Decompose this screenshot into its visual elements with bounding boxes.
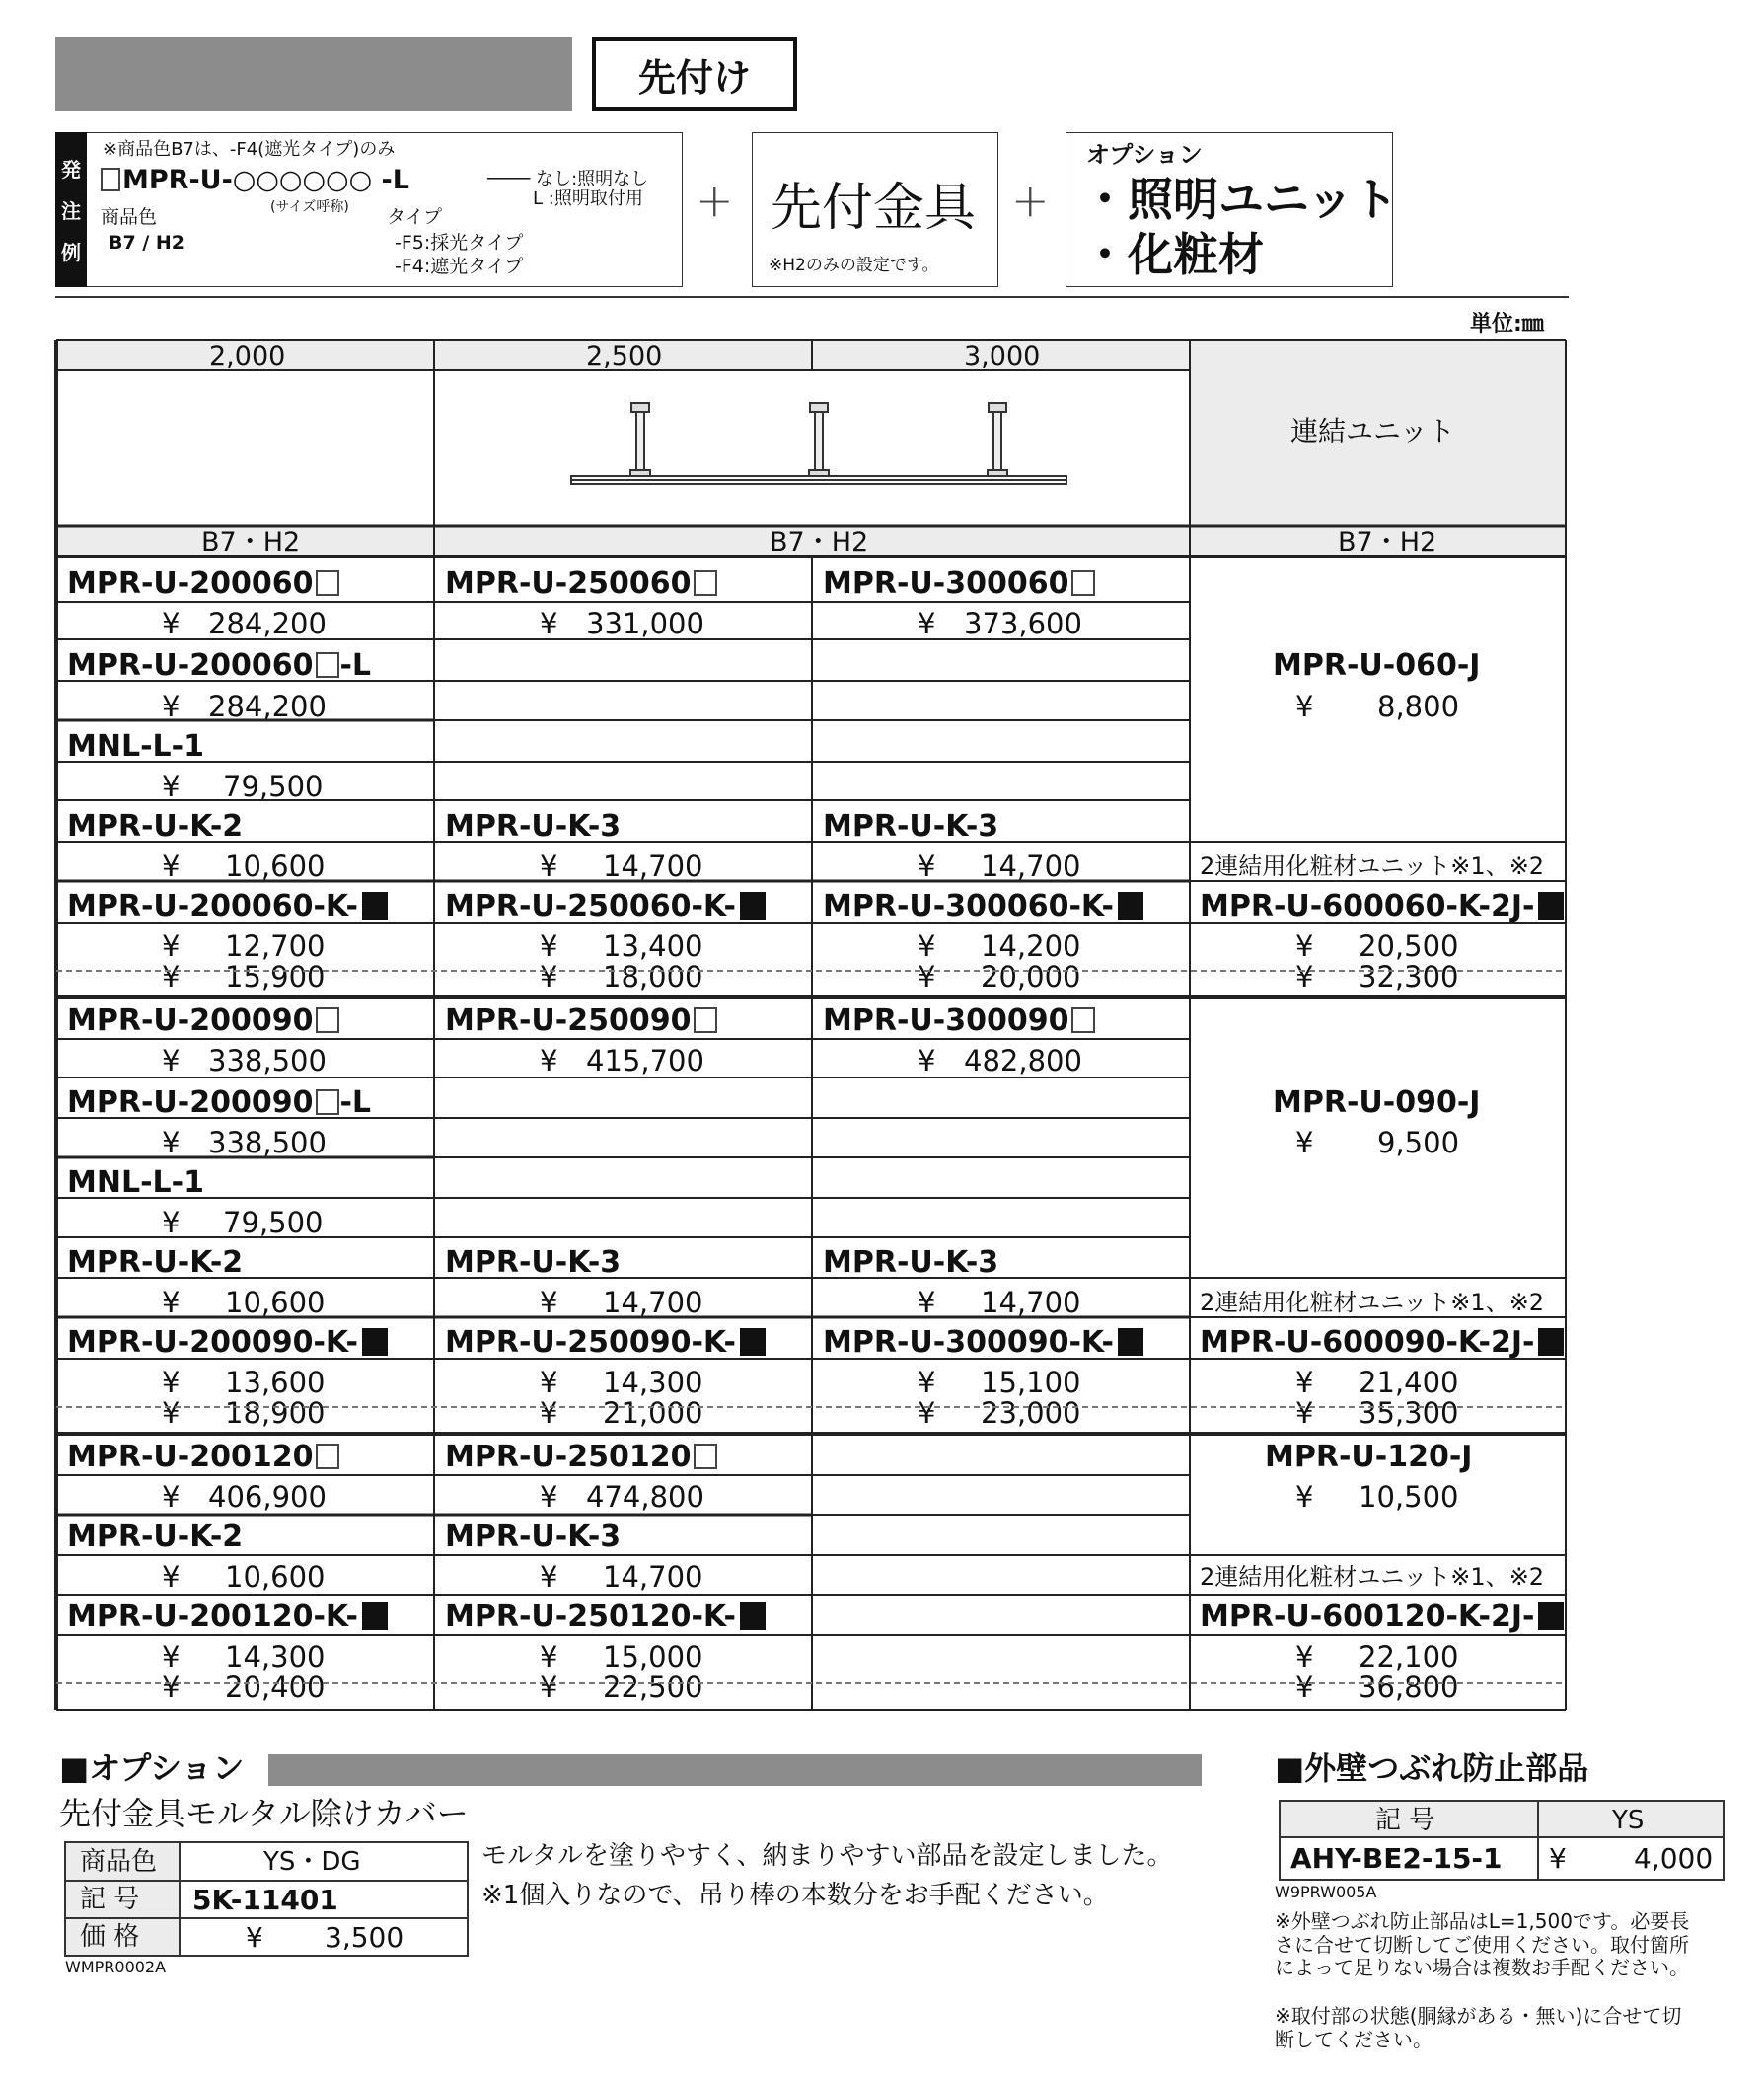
yen-sign: ¥: [162, 1044, 181, 1077]
order-type-label: タイプ: [387, 206, 443, 228]
price-value: 21,400: [1359, 1366, 1459, 1399]
price-value: 284,200: [208, 607, 327, 640]
order-side-char: 発: [61, 158, 81, 183]
product-code: MPR-U-K-2: [67, 809, 244, 844]
price-value: 14,300: [225, 1640, 326, 1673]
yen-sign: ¥: [1295, 1640, 1314, 1673]
wall-section-title: ■外壁つぶれ防止部品: [1275, 1749, 1589, 1787]
product-code: MNL-L-1: [67, 729, 204, 764]
order-side-char: 例: [61, 240, 81, 264]
yen-sign: ¥: [540, 1286, 558, 1319]
order-side-char: 注: [61, 198, 81, 223]
yen-sign: ¥: [918, 850, 936, 883]
code-text: MPR-U-200060: [67, 566, 314, 601]
price-value: 14,200: [981, 929, 1081, 963]
connect-finish-note: 2連結用化粧材ユニット※1、※2: [1200, 1563, 1545, 1591]
option-ref-code: WMPR0002A: [65, 1958, 167, 1976]
order-type-f4: -F4:遮光タイプ: [395, 256, 524, 277]
yen-sign: ¥: [540, 1044, 558, 1077]
order-color-label: 商品色: [101, 206, 158, 228]
price-value: 20,500: [1359, 929, 1459, 963]
price-value: 14,700: [603, 850, 703, 883]
price-value: 474,800: [586, 1480, 704, 1514]
yen-sign: ¥: [1295, 1126, 1314, 1159]
yen-sign: ¥: [162, 960, 181, 994]
price-value: 14,700: [603, 1560, 703, 1594]
option-color-value: YS・DG: [263, 1847, 361, 1877]
code-text: MPR-U-300090-K-: [823, 1325, 1114, 1360]
wall-table-header: [1281, 1802, 1723, 1838]
price-value: 22,500: [603, 1671, 703, 1704]
code-text: MPR-U-200090: [67, 1003, 314, 1038]
connect-code: MPR-U-060-J: [1273, 648, 1481, 683]
product-code: MPR-U-K-3: [823, 809, 999, 844]
code-text: MPR-U-250120-K-: [445, 1599, 736, 1634]
code-text: MPR-U-200060: [67, 648, 314, 683]
price-value: 15,000: [603, 1640, 703, 1673]
yen-sign: ¥: [162, 1286, 181, 1319]
price-value: 36,800: [1359, 1671, 1459, 1704]
price-value: 23,000: [981, 1396, 1081, 1430]
code-text: MPR-U-600090-K-2J-: [1200, 1325, 1535, 1360]
product-code: MPR-U-K-3: [445, 1520, 622, 1554]
order-type-f5: -F5:採光タイプ: [395, 232, 524, 254]
wall-spec-table: [1279, 1800, 1725, 1881]
price-value: 22,100: [1359, 1640, 1459, 1673]
yen-sign: ¥: [162, 690, 181, 723]
yen-sign: ¥: [1295, 1671, 1314, 1704]
yen-sign: ¥: [1549, 1842, 1567, 1875]
price-value: 13,600: [225, 1366, 326, 1399]
yen-sign: ¥: [162, 1640, 181, 1673]
lighting-none-text: なし:照明なし: [536, 169, 649, 189]
code-text: MPR-U-200090-K-: [67, 1325, 358, 1360]
price-value: 338,500: [208, 1044, 327, 1077]
wall-ref-code: W9PRW005A: [1275, 1883, 1377, 1901]
yen-sign: ¥: [162, 770, 181, 803]
plus-icon: +: [696, 174, 734, 227]
yen-sign: ¥: [918, 607, 936, 640]
price-value: 415,700: [586, 1044, 704, 1077]
code-text: MPR-U-600120-K-2J-: [1200, 1599, 1535, 1634]
order-lighting-l: L :照明取付用: [533, 188, 643, 209]
yen-sign: ¥: [918, 929, 936, 963]
col-header-2000: 2,000: [209, 341, 286, 372]
yen-sign: ¥: [162, 1480, 181, 1514]
price-value: 14,700: [603, 1286, 703, 1319]
connect-code: MPR-U-120-J: [1265, 1440, 1473, 1474]
order-lighting-none: ──── なし:照明なし: [487, 169, 649, 189]
yen-sign: ¥: [162, 1560, 181, 1594]
price-value: 10,600: [225, 850, 326, 883]
price-value: 79,500: [223, 770, 324, 803]
order-colors: B7 / H2: [109, 232, 184, 254]
yen-sign: ¥: [540, 929, 558, 963]
price-value: 482,800: [964, 1044, 1082, 1077]
product-code: MPR-U-K-3: [823, 1245, 999, 1280]
yen-sign: ¥: [1295, 1396, 1314, 1430]
yen-sign: ¥: [162, 1206, 181, 1239]
code-text: MPR-U-300090: [823, 1003, 1069, 1038]
unit-label: 単位:㎜: [1470, 312, 1544, 336]
price-value: 14,700: [981, 1286, 1081, 1319]
code-suffix: -L: [339, 1085, 372, 1120]
yen-sign: ¥: [162, 1671, 181, 1704]
yen-sign: ¥: [1295, 960, 1314, 994]
option-desc-2: ※1個入りなので、吊り棒の本数分をお手配ください。: [481, 1881, 1109, 1910]
order-code-text: MPR-U-○○○○○○ -L: [122, 165, 409, 195]
yen-sign: ¥: [540, 607, 558, 640]
option-title-bar: [268, 1754, 1202, 1786]
yen-sign: ¥: [1295, 1480, 1314, 1514]
col-header-3000: 3,000: [964, 341, 1041, 372]
price-value: 10,600: [225, 1286, 326, 1319]
yen-sign: ¥: [918, 1366, 936, 1399]
order-size-note: (サイズ呼称): [270, 199, 349, 215]
bracket-title: 先付金具: [771, 179, 977, 238]
wall-note-2: ※取付部の状態(胴縁がある・無い)に合せて切断してください。: [1275, 2004, 1682, 2051]
option-spec-table: [64, 1841, 469, 1957]
price-value: 9,500: [1377, 1126, 1460, 1159]
color-row-col3: B7・H2: [1338, 527, 1437, 557]
connect-finish-note: 2連結用化粧材ユニット※1、※2: [1200, 1289, 1545, 1316]
wall-note-1: ※外壁つぶれ防止部品はL=1,500です。必要長さに合せて切断してご使用ください。取付箇所によって足りない場合は複数お手配ください。: [1275, 1909, 1690, 1980]
wall-code-label: 記 号: [1375, 1806, 1435, 1835]
code-text: MPR-U-200120: [67, 1440, 314, 1474]
yen-sign: ¥: [162, 1366, 181, 1399]
bracket-note: ※H2のみの設定です。: [769, 256, 939, 275]
product-code: MPR-U-K-3: [445, 809, 622, 844]
option-code-value: 5K-11401: [192, 1884, 338, 1916]
connect-unit-header: 連結ユニット: [1290, 415, 1455, 448]
yen-sign: ¥: [540, 1640, 558, 1673]
yen-sign: ¥: [246, 1921, 263, 1954]
yen-sign: ¥: [1295, 929, 1314, 963]
option-lighting: ・照明ユニット: [1082, 173, 1399, 226]
connect-code: MPR-U-090-J: [1273, 1085, 1481, 1120]
code-text: MPR-U-300060-K-: [823, 889, 1114, 924]
option-desc-1: モルタルを塗りやすく、納まりやすい部品を設定しました。: [481, 1841, 1173, 1871]
price-value: 14,300: [603, 1366, 703, 1399]
column-divider: [1537, 1802, 1539, 1879]
row-divider: [66, 1917, 467, 1919]
order-note: ※商品色B7は、-F4(遮光タイプ)のみ: [103, 139, 396, 160]
connect-finish-note: 2連結用化粧材ユニット※1、※2: [1200, 853, 1545, 880]
price-value: 8,800: [1377, 690, 1460, 723]
price-value: 13,400: [603, 929, 703, 963]
option-price-value: 3,500: [325, 1921, 404, 1954]
option-product-name: 先付金具モルタル除けカバー: [59, 1795, 469, 1832]
yen-sign: ¥: [540, 1396, 558, 1430]
option-color-label: 商品色: [80, 1847, 158, 1877]
price-value: 338,500: [208, 1126, 327, 1159]
yen-sign: ¥: [540, 1480, 558, 1514]
price-value: 331,000: [586, 607, 704, 640]
code-suffix: -L: [339, 648, 372, 683]
code-text: MPR-U-200060-K-: [67, 889, 358, 924]
price-value: 15,900: [225, 960, 326, 994]
code-text: MPR-U-250060-K-: [445, 889, 736, 924]
yen-sign: ¥: [540, 1671, 558, 1704]
option-finish: ・化粧材: [1082, 228, 1264, 281]
code-text: MPR-U-250120: [445, 1440, 692, 1474]
price-value: 10,500: [1359, 1480, 1459, 1514]
color-row-col2: B7・H2: [770, 527, 869, 557]
yen-sign: ¥: [540, 1560, 558, 1594]
option-label: オプション: [1086, 141, 1203, 169]
code-text: MPR-U-250060: [445, 566, 692, 601]
price-value: 21,000: [603, 1396, 703, 1430]
plus-icon: +: [1011, 174, 1050, 227]
yen-sign: ¥: [540, 1366, 558, 1399]
price-value: 20,000: [981, 960, 1081, 994]
price-value: 406,900: [208, 1480, 327, 1514]
row-divider: [66, 1880, 467, 1882]
page-title: 先付け: [592, 37, 797, 111]
price-value: 20,400: [225, 1671, 326, 1704]
price-value: 14,700: [981, 850, 1081, 883]
price-value: 18,900: [225, 1396, 326, 1430]
wall-code: AHY-BE2-15-1: [1290, 1842, 1503, 1875]
price-value: 10,600: [225, 1560, 326, 1594]
yen-sign: ¥: [162, 929, 181, 963]
price-value: 35,300: [1359, 1396, 1459, 1430]
code-text: MPR-U-200120-K-: [67, 1599, 358, 1634]
yen-sign: ¥: [1295, 690, 1314, 723]
yen-sign: ¥: [540, 960, 558, 994]
product-code: MPR-U-K-2: [67, 1520, 244, 1554]
price-value: 12,700: [225, 929, 326, 963]
yen-sign: ¥: [162, 1396, 181, 1430]
code-text: MPR-U-600060-K-2J-: [1200, 889, 1535, 924]
wall-price: 4,000: [1634, 1842, 1714, 1875]
price-value: 79,500: [223, 1206, 324, 1239]
price-value: 15,100: [981, 1366, 1081, 1399]
code-text: MPR-U-300060: [823, 566, 1069, 601]
price-value: 18,000: [603, 960, 703, 994]
price-value: 284,200: [208, 690, 327, 723]
yen-sign: ¥: [162, 850, 181, 883]
color-row-col1: B7・H2: [201, 527, 301, 557]
option-price-label: 価 格: [80, 1922, 140, 1952]
col-header-2500: 2,500: [586, 341, 663, 372]
yen-sign: ¥: [1295, 1366, 1314, 1399]
price-value: 373,600: [964, 607, 1082, 640]
product-code: MPR-U-K-3: [445, 1245, 622, 1280]
yen-sign: ¥: [918, 1286, 936, 1319]
product-code: MNL-L-1: [67, 1165, 204, 1200]
yen-sign: ¥: [540, 850, 558, 883]
yen-sign: ¥: [918, 1396, 936, 1430]
yen-sign: ¥: [918, 1044, 936, 1077]
wall-color-label: YS: [1612, 1806, 1645, 1835]
yen-sign: ¥: [162, 607, 181, 640]
product-code: MPR-U-K-2: [67, 1245, 244, 1280]
option-section-title: ■オプション: [59, 1749, 245, 1787]
code-text: MPR-U-250090-K-: [445, 1325, 736, 1360]
option-code-label: 記 号: [80, 1885, 140, 1914]
price-value: 32,300: [1359, 960, 1459, 994]
code-text: MPR-U-250090: [445, 1003, 692, 1038]
code-text: MPR-U-200090: [67, 1085, 314, 1120]
yen-sign: ¥: [918, 960, 936, 994]
yen-sign: ¥: [162, 1126, 181, 1159]
